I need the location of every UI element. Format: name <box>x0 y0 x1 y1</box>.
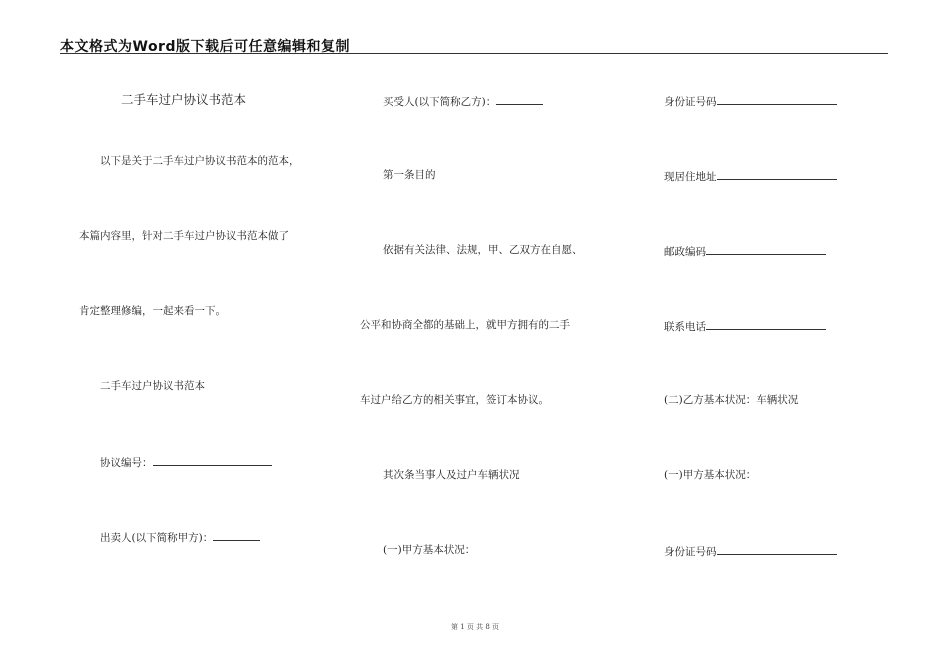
address-blank <box>717 168 837 180</box>
phone-label: 联系电话 <box>664 321 706 333</box>
document-title: 二手车过户协议书范本 <box>121 92 247 107</box>
section-title: 二手车过户协议书范本 <box>100 380 205 392</box>
seller-blank <box>213 529 260 541</box>
page-number: 第 1 页 共 8 页 <box>450 623 500 631</box>
buyer-label: 买受人(以下简称乙方)： <box>383 96 497 108</box>
seller-label: 出卖人(以下简称甲方)： <box>100 532 214 544</box>
intro-line-2: 本篇内容里，针对二手车过户协议书范本做了 <box>79 230 289 242</box>
id-number-label-2: 身份证号码 <box>664 546 717 558</box>
phone-row <box>664 318 826 334</box>
party-a-info-title: (一)甲方基本状况： <box>383 544 476 556</box>
address-label: 现居住地址 <box>664 171 717 183</box>
buyer-row <box>383 93 543 109</box>
id-number-label-1: 身份证号码 <box>664 96 717 108</box>
agreement-number-row <box>100 454 272 470</box>
header-divider <box>60 53 888 54</box>
article-1-title: 第一条目的 <box>383 169 436 181</box>
article-1-line-2: 公平和协商全都的基础上，就甲方拥有的二手 <box>360 319 570 331</box>
article-2-title: 其次条当事人及过户车辆状况 <box>383 469 520 481</box>
intro-line-3: 肯定整理修编，一起来看一下。 <box>79 305 226 317</box>
intro-line-1: 以下是关于二手车过户协议书范本的范本， <box>100 155 300 167</box>
id-number-blank-1 <box>717 93 837 105</box>
article-1-line-1: 依据有关法律、法规，甲、乙双方在自愿、 <box>383 244 583 256</box>
postal-code-row <box>664 243 826 259</box>
buyer-blank <box>496 93 543 105</box>
seller-row <box>100 529 260 545</box>
postal-code-blank <box>706 243 826 255</box>
id-number-blank-2 <box>717 543 837 555</box>
article-1-line-3: 车过户给乙方的相关事宜，签订本协议。 <box>360 394 549 406</box>
id-number-row-2 <box>664 543 837 559</box>
doc-header-title: 本文格式为Word版下载后可任意编辑和复制 <box>60 39 350 55</box>
party-b-info-title: (二)乙方基本状况：车辆状况 <box>664 394 799 406</box>
agreement-number-blank <box>153 454 272 466</box>
agreement-number-label: 协议编号： <box>100 457 153 469</box>
id-number-row-1 <box>664 93 837 109</box>
phone-blank <box>706 318 826 330</box>
address-row <box>664 168 837 184</box>
party-a-info-title-2: (一)甲方基本状况： <box>664 469 757 481</box>
postal-code-label: 邮政编码 <box>664 246 706 258</box>
